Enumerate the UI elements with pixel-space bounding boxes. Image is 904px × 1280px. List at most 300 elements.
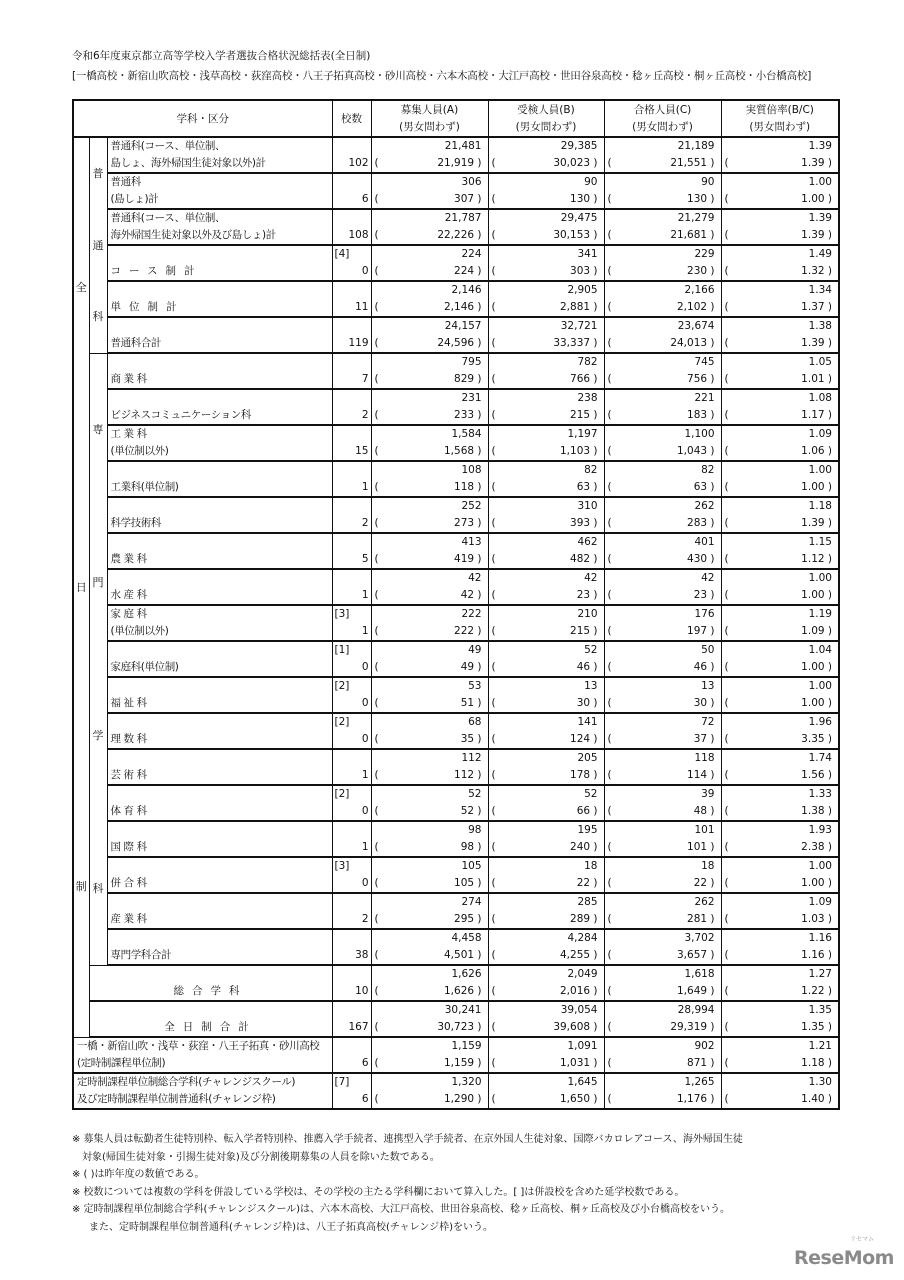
header-c-line2: (男女問わず) bbox=[604, 119, 721, 138]
row-label-line2: (単位制以外) bbox=[107, 443, 332, 461]
close-paren: ) bbox=[474, 949, 482, 961]
table-header-row bbox=[73, 100, 839, 119]
cell-r: 1.00 bbox=[721, 173, 839, 191]
r-prev-value: 1.39 bbox=[801, 157, 825, 169]
a-prev-value: 1,290 bbox=[444, 1093, 475, 1105]
close-paren: ) bbox=[474, 409, 482, 421]
header-c-line1: 合格人員(C) bbox=[604, 100, 721, 119]
cell-a: 21,787 bbox=[371, 209, 488, 227]
close-paren: ) bbox=[707, 661, 715, 673]
school-count: 15 bbox=[332, 443, 371, 461]
cell-r: 1.00 bbox=[721, 569, 839, 587]
open-paren: ( bbox=[374, 877, 379, 889]
open-paren: ( bbox=[607, 697, 612, 709]
close-paren: ) bbox=[824, 1093, 832, 1105]
close-paren: ) bbox=[590, 661, 598, 673]
cell-r: 1.39 bbox=[721, 137, 839, 155]
school-count-bracket bbox=[332, 137, 371, 155]
a-prev-value: 24,596 bbox=[437, 337, 475, 349]
cell-a-prev bbox=[371, 803, 488, 821]
open-paren: ( bbox=[607, 1093, 612, 1105]
cell-a-prev bbox=[371, 335, 488, 353]
open-paren: ( bbox=[607, 301, 612, 313]
cell-c: 229 bbox=[604, 245, 721, 263]
document-subtitle: [一橋高校・新宿山吹高校・浅草高校・荻窪高校・八王子拓真高校・砂川高校・六本木高校・大江戸高校・世田谷泉高校・稔ヶ丘高校・桐ヶ丘高校・小台橋高校] bbox=[72, 70, 812, 82]
table-row bbox=[73, 533, 839, 551]
cell-b: 195 bbox=[488, 821, 604, 839]
cell-r-prev bbox=[721, 299, 839, 317]
open-paren: ( bbox=[607, 481, 612, 493]
close-paren: ) bbox=[824, 301, 832, 313]
table-row-prev bbox=[73, 731, 839, 749]
r-prev-value: 1.56 bbox=[801, 769, 825, 781]
cell-c-prev bbox=[604, 839, 721, 857]
table-row bbox=[73, 677, 839, 695]
close-paren: ) bbox=[824, 553, 832, 565]
cell-a-prev bbox=[371, 299, 488, 317]
table-row-prev bbox=[73, 587, 839, 605]
a-prev-value: 49 bbox=[460, 661, 475, 673]
cell-c-prev bbox=[604, 803, 721, 821]
close-paren: ) bbox=[474, 265, 482, 277]
close-paren: ) bbox=[474, 697, 482, 709]
close-paren: ) bbox=[707, 769, 715, 781]
group-label-futsuka-char: 普 bbox=[92, 167, 104, 181]
table-row bbox=[73, 713, 839, 731]
school-count-bracket bbox=[332, 389, 371, 407]
cell-b-prev bbox=[488, 155, 604, 173]
close-paren: ) bbox=[824, 733, 832, 745]
table-row bbox=[73, 497, 839, 515]
table-row-prev bbox=[73, 335, 839, 353]
cell-b-prev bbox=[488, 767, 604, 785]
open-paren: ( bbox=[491, 517, 496, 529]
school-count: 119 bbox=[332, 335, 371, 353]
close-paren: ) bbox=[590, 841, 598, 853]
close-paren: ) bbox=[824, 481, 832, 493]
footnote-4-cont: また、定時制課程単位制普通科(チャレンジ枠)は、八王子拓真高校(チャレンジ枠)をいう。 bbox=[89, 1221, 494, 1233]
cell-b-prev bbox=[488, 227, 604, 245]
open-paren: ( bbox=[607, 517, 612, 529]
school-count-bracket bbox=[332, 209, 371, 227]
open-paren: ( bbox=[724, 661, 729, 673]
header-a-line2: (男女問わず) bbox=[371, 119, 488, 138]
cell-a: 274 bbox=[371, 893, 488, 911]
open-paren: ( bbox=[374, 445, 379, 457]
cell-r-prev bbox=[721, 911, 839, 929]
cell-c-prev bbox=[604, 335, 721, 353]
cell-a: 4,458 bbox=[371, 929, 488, 947]
c-prev-value: 46 bbox=[693, 661, 708, 673]
close-paren: ) bbox=[474, 373, 482, 385]
cell-c: 3,702 bbox=[604, 929, 721, 947]
close-paren: ) bbox=[707, 445, 715, 457]
cell-a: 1,584 bbox=[371, 425, 488, 443]
school-count: 0 bbox=[332, 731, 371, 749]
close-paren: ) bbox=[590, 157, 598, 169]
table-row-prev bbox=[73, 659, 839, 677]
open-paren: ( bbox=[724, 445, 729, 457]
school-count-bracket bbox=[332, 533, 371, 551]
close-paren: ) bbox=[824, 589, 832, 601]
close-paren: ) bbox=[707, 157, 715, 169]
b-prev-value: 33,337 bbox=[553, 337, 591, 349]
school-count-bracket: [4] bbox=[332, 245, 371, 263]
cell-r-prev bbox=[721, 767, 839, 785]
group-label-senmon-char: 科 bbox=[92, 881, 104, 895]
close-paren: ) bbox=[707, 1021, 715, 1033]
cell-b-prev bbox=[488, 623, 604, 641]
table-row bbox=[73, 173, 839, 191]
cell-c-prev bbox=[604, 1055, 721, 1073]
b-prev-value: 66 bbox=[576, 805, 591, 817]
row-label-line2: 理 数 科 bbox=[107, 731, 332, 749]
r-prev-value: 1.00 bbox=[801, 589, 825, 601]
cell-r: 1.39 bbox=[721, 209, 839, 227]
cell-c-prev bbox=[604, 155, 721, 173]
row-label-line1 bbox=[107, 353, 332, 371]
row-label-line1 bbox=[107, 497, 332, 515]
table-row-prev bbox=[73, 515, 839, 533]
b-prev-value: 30,153 bbox=[553, 229, 591, 241]
c-prev-value: 871 bbox=[687, 1057, 708, 1069]
group-label-senmon-char: 門 bbox=[92, 576, 104, 590]
cell-r-prev bbox=[721, 155, 839, 173]
row-label-line1 bbox=[107, 317, 332, 335]
row-label-line2: 商 業 科 bbox=[107, 371, 332, 389]
open-paren: ( bbox=[374, 337, 379, 349]
c-prev-value: 48 bbox=[693, 805, 708, 817]
school-count: 0 bbox=[332, 659, 371, 677]
open-paren: ( bbox=[374, 1021, 379, 1033]
open-paren: ( bbox=[374, 553, 379, 565]
row-label-line1 bbox=[107, 857, 332, 875]
table-row bbox=[73, 461, 839, 479]
cell-c-prev bbox=[604, 875, 721, 893]
open-paren: ( bbox=[491, 265, 496, 277]
table-row bbox=[73, 641, 839, 659]
cell-b: 4,284 bbox=[488, 929, 604, 947]
cell-r-prev bbox=[721, 263, 839, 281]
table-row-prev bbox=[73, 875, 839, 893]
close-paren: ) bbox=[474, 589, 482, 601]
cell-c: 101 bbox=[604, 821, 721, 839]
close-paren: ) bbox=[474, 193, 482, 205]
open-paren: ( bbox=[607, 769, 612, 781]
school-count-bracket bbox=[332, 353, 371, 371]
cell-r-prev bbox=[721, 515, 839, 533]
cell-r: 1.05 bbox=[721, 353, 839, 371]
group-label-zennichisei-char: 制 bbox=[75, 880, 87, 894]
cell-r: 1.34 bbox=[721, 281, 839, 299]
cell-b: 238 bbox=[488, 389, 604, 407]
cell-a-prev bbox=[371, 227, 488, 245]
cell-r: 1.33 bbox=[721, 785, 839, 803]
cell-c: 21,189 bbox=[604, 137, 721, 155]
cell-r: 1.18 bbox=[721, 497, 839, 515]
cell-a: 222 bbox=[371, 605, 488, 623]
cell-a-prev bbox=[371, 191, 488, 209]
cell-r-prev bbox=[721, 731, 839, 749]
cell-a: 306 bbox=[371, 173, 488, 191]
close-paren: ) bbox=[474, 877, 482, 889]
cell-r-prev bbox=[721, 659, 839, 677]
row-label-line2: 福 祉 科 bbox=[107, 695, 332, 713]
open-paren: ( bbox=[374, 229, 379, 241]
table-row-prev bbox=[73, 1091, 839, 1109]
open-paren: ( bbox=[374, 481, 379, 493]
r-prev-value: 1.00 bbox=[801, 481, 825, 493]
cell-c-prev bbox=[604, 587, 721, 605]
close-paren: ) bbox=[590, 1093, 598, 1105]
cell-c: 221 bbox=[604, 389, 721, 407]
close-paren: ) bbox=[590, 733, 598, 745]
b-prev-value: 1,650 bbox=[560, 1093, 591, 1105]
footnote-2: ※ ( )は昨年度の数値である。 bbox=[72, 1169, 205, 1180]
close-paren: ) bbox=[590, 373, 598, 385]
row-label-line2: 農 業 科 bbox=[107, 551, 332, 569]
close-paren: ) bbox=[824, 1057, 832, 1069]
cell-a-prev bbox=[371, 983, 488, 1001]
school-count-bracket bbox=[332, 821, 371, 839]
table-row bbox=[73, 425, 839, 443]
a-prev-value: 21,919 bbox=[437, 157, 475, 169]
cell-c: 28,994 bbox=[604, 1001, 721, 1019]
close-paren: ) bbox=[707, 985, 715, 997]
cell-r: 1.49 bbox=[721, 245, 839, 263]
cell-c: 902 bbox=[604, 1037, 721, 1055]
open-paren: ( bbox=[724, 589, 729, 601]
cell-a: 231 bbox=[371, 389, 488, 407]
cell-c-prev bbox=[604, 947, 721, 965]
cell-c: 401 bbox=[604, 533, 721, 551]
table-row-prev bbox=[73, 767, 839, 785]
row-label-line2: 併 合 科 bbox=[107, 875, 332, 893]
table-row bbox=[73, 893, 839, 911]
c-prev-value: 24,013 bbox=[670, 337, 708, 349]
open-paren: ( bbox=[607, 841, 612, 853]
cell-c-prev bbox=[604, 731, 721, 749]
open-paren: ( bbox=[724, 913, 729, 925]
close-paren: ) bbox=[824, 517, 832, 529]
table-row-prev bbox=[73, 371, 839, 389]
school-count-bracket bbox=[332, 929, 371, 947]
row-label-line1 bbox=[107, 641, 332, 659]
table-row bbox=[73, 749, 839, 767]
close-paren: ) bbox=[824, 337, 832, 349]
c-prev-value: 3,657 bbox=[677, 949, 708, 961]
b-prev-value: 289 bbox=[570, 913, 591, 925]
cell-b: 1,197 bbox=[488, 425, 604, 443]
row-label-line2: (定時制課程単位制) bbox=[73, 1055, 332, 1073]
cell-c-prev bbox=[604, 371, 721, 389]
school-count-bracket bbox=[332, 1037, 371, 1055]
c-prev-value: 22 bbox=[693, 877, 708, 889]
close-paren: ) bbox=[590, 265, 598, 277]
table-row-prev bbox=[73, 1055, 839, 1073]
open-paren: ( bbox=[374, 769, 379, 781]
cell-c-prev bbox=[604, 767, 721, 785]
cell-r: 1.08 bbox=[721, 389, 839, 407]
open-paren: ( bbox=[724, 805, 729, 817]
school-count: 1 bbox=[332, 587, 371, 605]
cell-c: 745 bbox=[604, 353, 721, 371]
cell-r-prev bbox=[721, 623, 839, 641]
a-prev-value: 4,501 bbox=[444, 949, 475, 961]
cell-b-prev bbox=[488, 587, 604, 605]
cell-r: 1.38 bbox=[721, 317, 839, 335]
row-label-line1 bbox=[107, 713, 332, 731]
school-count: 0 bbox=[332, 695, 371, 713]
cell-c: 90 bbox=[604, 173, 721, 191]
b-prev-value: 124 bbox=[570, 733, 591, 745]
open-paren: ( bbox=[491, 373, 496, 385]
school-count: 1 bbox=[332, 767, 371, 785]
school-count: 11 bbox=[332, 299, 371, 317]
close-paren: ) bbox=[824, 445, 832, 457]
close-paren: ) bbox=[707, 409, 715, 421]
b-prev-value: 1,031 bbox=[560, 1057, 591, 1069]
cell-c: 42 bbox=[604, 569, 721, 587]
a-prev-value: 419 bbox=[454, 553, 475, 565]
open-paren: ( bbox=[491, 337, 496, 349]
open-paren: ( bbox=[374, 805, 379, 817]
cell-r: 1.04 bbox=[721, 641, 839, 659]
row-label-line1 bbox=[107, 677, 332, 695]
school-count: 108 bbox=[332, 227, 371, 245]
a-prev-value: 35 bbox=[460, 733, 475, 745]
table-row-prev bbox=[73, 407, 839, 425]
cell-a: 1,159 bbox=[371, 1037, 488, 1055]
close-paren: ) bbox=[824, 661, 832, 673]
r-prev-value: 1.00 bbox=[801, 877, 825, 889]
open-paren: ( bbox=[724, 985, 729, 997]
r-prev-value: 1.40 bbox=[801, 1093, 825, 1105]
table-row bbox=[73, 965, 839, 983]
b-prev-value: 482 bbox=[570, 553, 591, 565]
group-label-futsuka-char: 科 bbox=[92, 310, 104, 324]
resemom-logo: ReseMom bbox=[794, 1247, 894, 1269]
school-count: 5 bbox=[332, 551, 371, 569]
cell-b-prev bbox=[488, 875, 604, 893]
row-label-line1 bbox=[107, 569, 332, 587]
close-paren: ) bbox=[824, 265, 832, 277]
open-paren: ( bbox=[491, 409, 496, 421]
c-prev-value: 1,649 bbox=[677, 985, 708, 997]
close-paren: ) bbox=[824, 373, 832, 385]
cell-r-prev bbox=[721, 227, 839, 245]
row-label-line1 bbox=[107, 785, 332, 803]
cell-b-prev bbox=[488, 983, 604, 1001]
row-label-line1 bbox=[107, 461, 332, 479]
r-prev-value: 1.37 bbox=[801, 301, 825, 313]
row-label-line1 bbox=[107, 389, 332, 407]
group-label-senmon bbox=[89, 353, 107, 965]
c-prev-value: 30 bbox=[693, 697, 708, 709]
open-paren: ( bbox=[491, 805, 496, 817]
cell-c: 118 bbox=[604, 749, 721, 767]
close-paren: ) bbox=[590, 301, 598, 313]
cell-a-prev bbox=[371, 263, 488, 281]
cell-b-prev bbox=[488, 551, 604, 569]
row-label-line2: 単位制計 bbox=[107, 299, 332, 317]
table-row bbox=[73, 605, 839, 623]
cell-b: 1,091 bbox=[488, 1037, 604, 1055]
cell-a: 42 bbox=[371, 569, 488, 587]
a-prev-value: 112 bbox=[454, 769, 475, 781]
school-count: 10 bbox=[332, 983, 371, 1001]
open-paren: ( bbox=[374, 841, 379, 853]
open-paren: ( bbox=[374, 913, 379, 925]
table-row bbox=[73, 245, 839, 263]
table-row bbox=[73, 1001, 839, 1019]
cell-a-prev bbox=[371, 695, 488, 713]
cell-a: 224 bbox=[371, 245, 488, 263]
school-count: 38 bbox=[332, 947, 371, 965]
cell-b-prev bbox=[488, 335, 604, 353]
cell-b: 462 bbox=[488, 533, 604, 551]
b-prev-value: 2,881 bbox=[560, 301, 591, 313]
cell-b-prev bbox=[488, 695, 604, 713]
open-paren: ( bbox=[491, 913, 496, 925]
cell-b-prev bbox=[488, 1055, 604, 1073]
close-paren: ) bbox=[824, 913, 832, 925]
row-label-line1: 工 業 科 bbox=[107, 425, 332, 443]
school-count: 167 bbox=[332, 1019, 371, 1037]
table-row bbox=[73, 317, 839, 335]
close-paren: ) bbox=[474, 733, 482, 745]
open-paren: ( bbox=[607, 157, 612, 169]
cell-c-prev bbox=[604, 911, 721, 929]
cell-c-prev bbox=[604, 695, 721, 713]
cell-c: 50 bbox=[604, 641, 721, 659]
open-paren: ( bbox=[491, 157, 496, 169]
close-paren: ) bbox=[824, 949, 832, 961]
cell-b: 29,385 bbox=[488, 137, 604, 155]
table-row-prev bbox=[73, 983, 839, 1001]
cell-b: 285 bbox=[488, 893, 604, 911]
table-row-prev bbox=[73, 155, 839, 173]
cell-r-prev bbox=[721, 479, 839, 497]
school-count-bracket: [2] bbox=[332, 677, 371, 695]
open-paren: ( bbox=[724, 625, 729, 637]
school-count: 6 bbox=[332, 1091, 371, 1109]
a-prev-value: 2,146 bbox=[444, 301, 475, 313]
b-prev-value: 130 bbox=[570, 193, 591, 205]
cell-r: 1.19 bbox=[721, 605, 839, 623]
open-paren: ( bbox=[607, 1057, 612, 1069]
open-paren: ( bbox=[724, 841, 729, 853]
r-prev-value: 1.39 bbox=[801, 229, 825, 241]
close-paren: ) bbox=[707, 877, 715, 889]
school-count: 0 bbox=[332, 875, 371, 893]
cell-r: 1.00 bbox=[721, 677, 839, 695]
r-prev-value: 1.06 bbox=[801, 445, 825, 457]
r-prev-value: 1.12 bbox=[801, 553, 825, 565]
cell-b: 52 bbox=[488, 641, 604, 659]
row-label-line2: コース制計 bbox=[107, 263, 332, 281]
school-count: 2 bbox=[332, 911, 371, 929]
close-paren: ) bbox=[474, 1093, 482, 1105]
a-prev-value: 273 bbox=[454, 517, 475, 529]
close-paren: ) bbox=[590, 985, 598, 997]
cell-a: 1,320 bbox=[371, 1073, 488, 1091]
b-prev-value: 1,103 bbox=[560, 445, 591, 457]
school-count-bracket: [3] bbox=[332, 857, 371, 875]
cell-a-prev bbox=[371, 515, 488, 533]
close-paren: ) bbox=[590, 697, 598, 709]
cell-b: 2,905 bbox=[488, 281, 604, 299]
